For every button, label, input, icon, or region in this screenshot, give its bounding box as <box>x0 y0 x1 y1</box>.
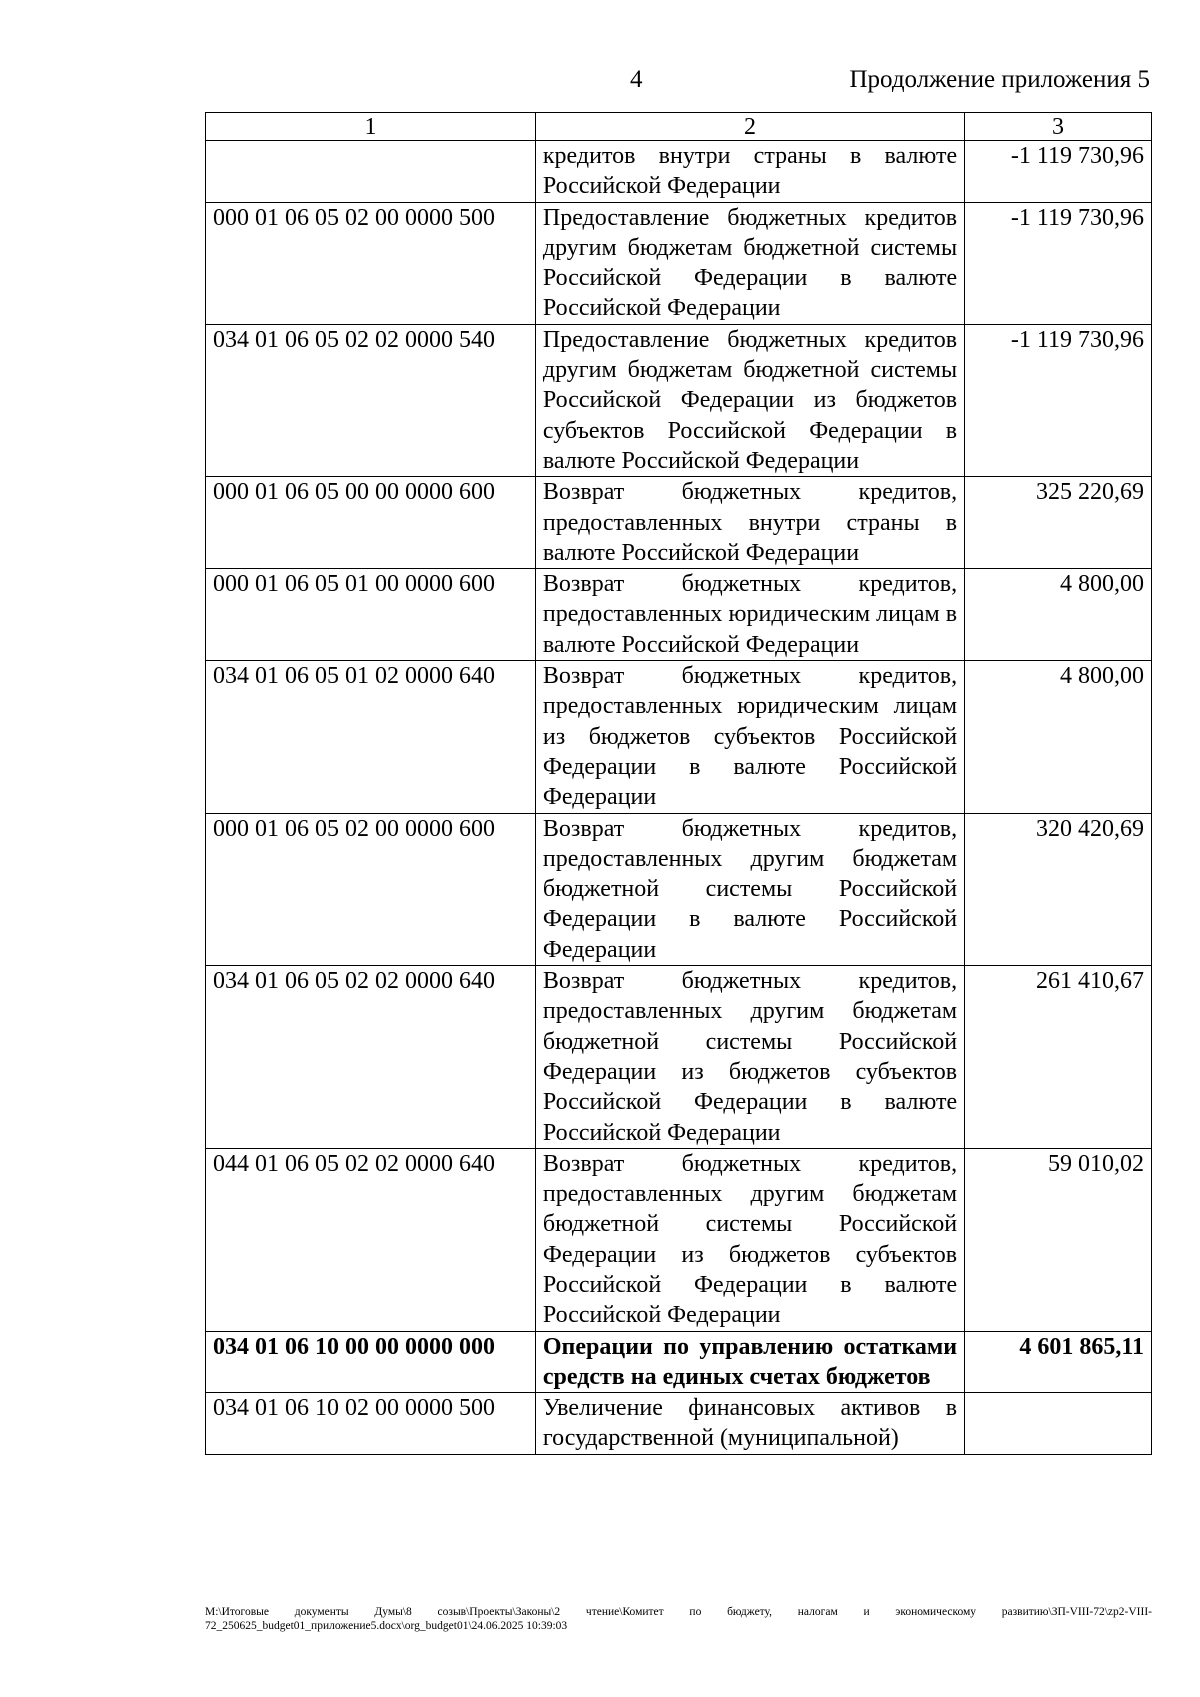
row-amount-cell: 4 601 865,11 <box>965 1331 1152 1393</box>
row-code-cell: 034 01 06 10 00 00 0000 000 <box>206 1331 536 1393</box>
table-row <box>206 966 1152 1149</box>
row-name-cell: Предоставление бюджетных кредитов другим бюджетам бюджетной системы Российской Федерации в валюте Российской Федерации <box>535 202 964 324</box>
row-name-cell: Возврат бюджетных кредитов, предоставленных юридическим лицам в валюте Российской Федерации <box>535 569 964 661</box>
page-number: 4 <box>630 66 643 93</box>
budget-sources-table <box>205 112 1152 1455</box>
row-code-cell: 000 01 06 05 02 00 0000 600 <box>206 813 536 965</box>
row-amount-cell <box>965 1393 1152 1455</box>
row-name-cell: Возврат бюджетных кредитов, предоставленных другим бюджетам бюджетной системы Российской Федерации в валюте Российской Федерации <box>535 813 964 965</box>
table-row <box>206 1393 1152 1455</box>
row-code-cell: 034 01 06 05 02 02 0000 640 <box>206 966 536 1149</box>
table-row <box>206 324 1152 476</box>
table-row <box>206 813 1152 965</box>
row-code-cell: 034 01 06 05 01 02 0000 640 <box>206 661 536 813</box>
row-amount-cell: -1 119 730,96 <box>965 141 1152 203</box>
table-row <box>206 477 1152 569</box>
row-amount-cell: 4 800,00 <box>965 569 1152 661</box>
document-file-path-footer: M:\Итоговые документы Думы\8 созыв\Проекты\Законы\2 чтение\Комитет по бюджету, налогам и экономическому развитию\ЗП-VIII-72\zp2-VIII-72_250625_budget01_приложение5.docx\org_budget01\24.06.2025 10:39:03 <box>205 1606 1152 1632</box>
row-amount-cell: 59 010,02 <box>965 1148 1152 1331</box>
table-row <box>206 1331 1152 1393</box>
row-code-cell: 034 01 06 10 02 00 0000 500 <box>206 1393 536 1455</box>
row-name-cell: Предоставление бюджетных кредитов другим бюджетам бюджетной системы Российской Федерации из бюджетов субъектов Российской Федерации в валюте Российской Федерации <box>535 324 964 476</box>
row-name-cell: Возврат бюджетных кредитов, предоставленных другим бюджетам бюджетной системы Российской Федерации из бюджетов субъектов Российской Федерации в валюте Российской Федерации <box>535 966 964 1149</box>
row-code-cell: 044 01 06 05 02 02 0000 640 <box>206 1148 536 1331</box>
row-name-cell: Возврат бюджетных кредитов, предоставленных внутри страны в валюте Российской Федерации <box>535 477 964 569</box>
row-code-cell: 000 01 06 05 02 00 0000 500 <box>206 202 536 324</box>
row-name-cell: Операции по управлению остатками средств на единых счетах бюджетов <box>535 1331 964 1393</box>
row-name-cell: кредитов внутри страны в валюте Российской Федерации <box>535 141 964 203</box>
row-name-cell: Возврат бюджетных кредитов, предоставленных другим бюджетам бюджетной системы Российской Федерации из бюджетов субъектов Российской Федерации в валюте Российской Федерации <box>535 1148 964 1331</box>
column-header-amount: 3 <box>965 113 1152 141</box>
row-code-cell: 000 01 06 05 01 00 0000 600 <box>206 569 536 661</box>
table-header-row <box>206 113 1152 141</box>
row-code-cell: 034 01 06 05 02 02 0000 540 <box>206 324 536 476</box>
row-code-cell: 000 01 06 05 00 00 0000 600 <box>206 477 536 569</box>
row-amount-cell: -1 119 730,96 <box>965 202 1152 324</box>
column-header-name: 2 <box>535 113 964 141</box>
row-amount-cell: 261 410,67 <box>965 966 1152 1149</box>
column-header-code: 1 <box>206 113 536 141</box>
table-row <box>206 1148 1152 1331</box>
table-row <box>206 202 1152 324</box>
row-name-cell: Возврат бюджетных кредитов, предоставленных юридическим лицам из бюджетов субъектов Российской Федерации в валюте Российской Федерации <box>535 661 964 813</box>
appendix-continuation-header: Продолжение приложения 5 <box>849 66 1150 93</box>
table-row <box>206 141 1152 203</box>
row-amount-cell: 4 800,00 <box>965 661 1152 813</box>
row-code-cell <box>206 141 536 203</box>
row-name-cell: Увеличение финансовых активов в государственной (муниципальной) <box>535 1393 964 1455</box>
table-row <box>206 569 1152 661</box>
row-amount-cell: -1 119 730,96 <box>965 324 1152 476</box>
row-amount-cell: 325 220,69 <box>965 477 1152 569</box>
row-amount-cell: 320 420,69 <box>965 813 1152 965</box>
table-row <box>206 661 1152 813</box>
